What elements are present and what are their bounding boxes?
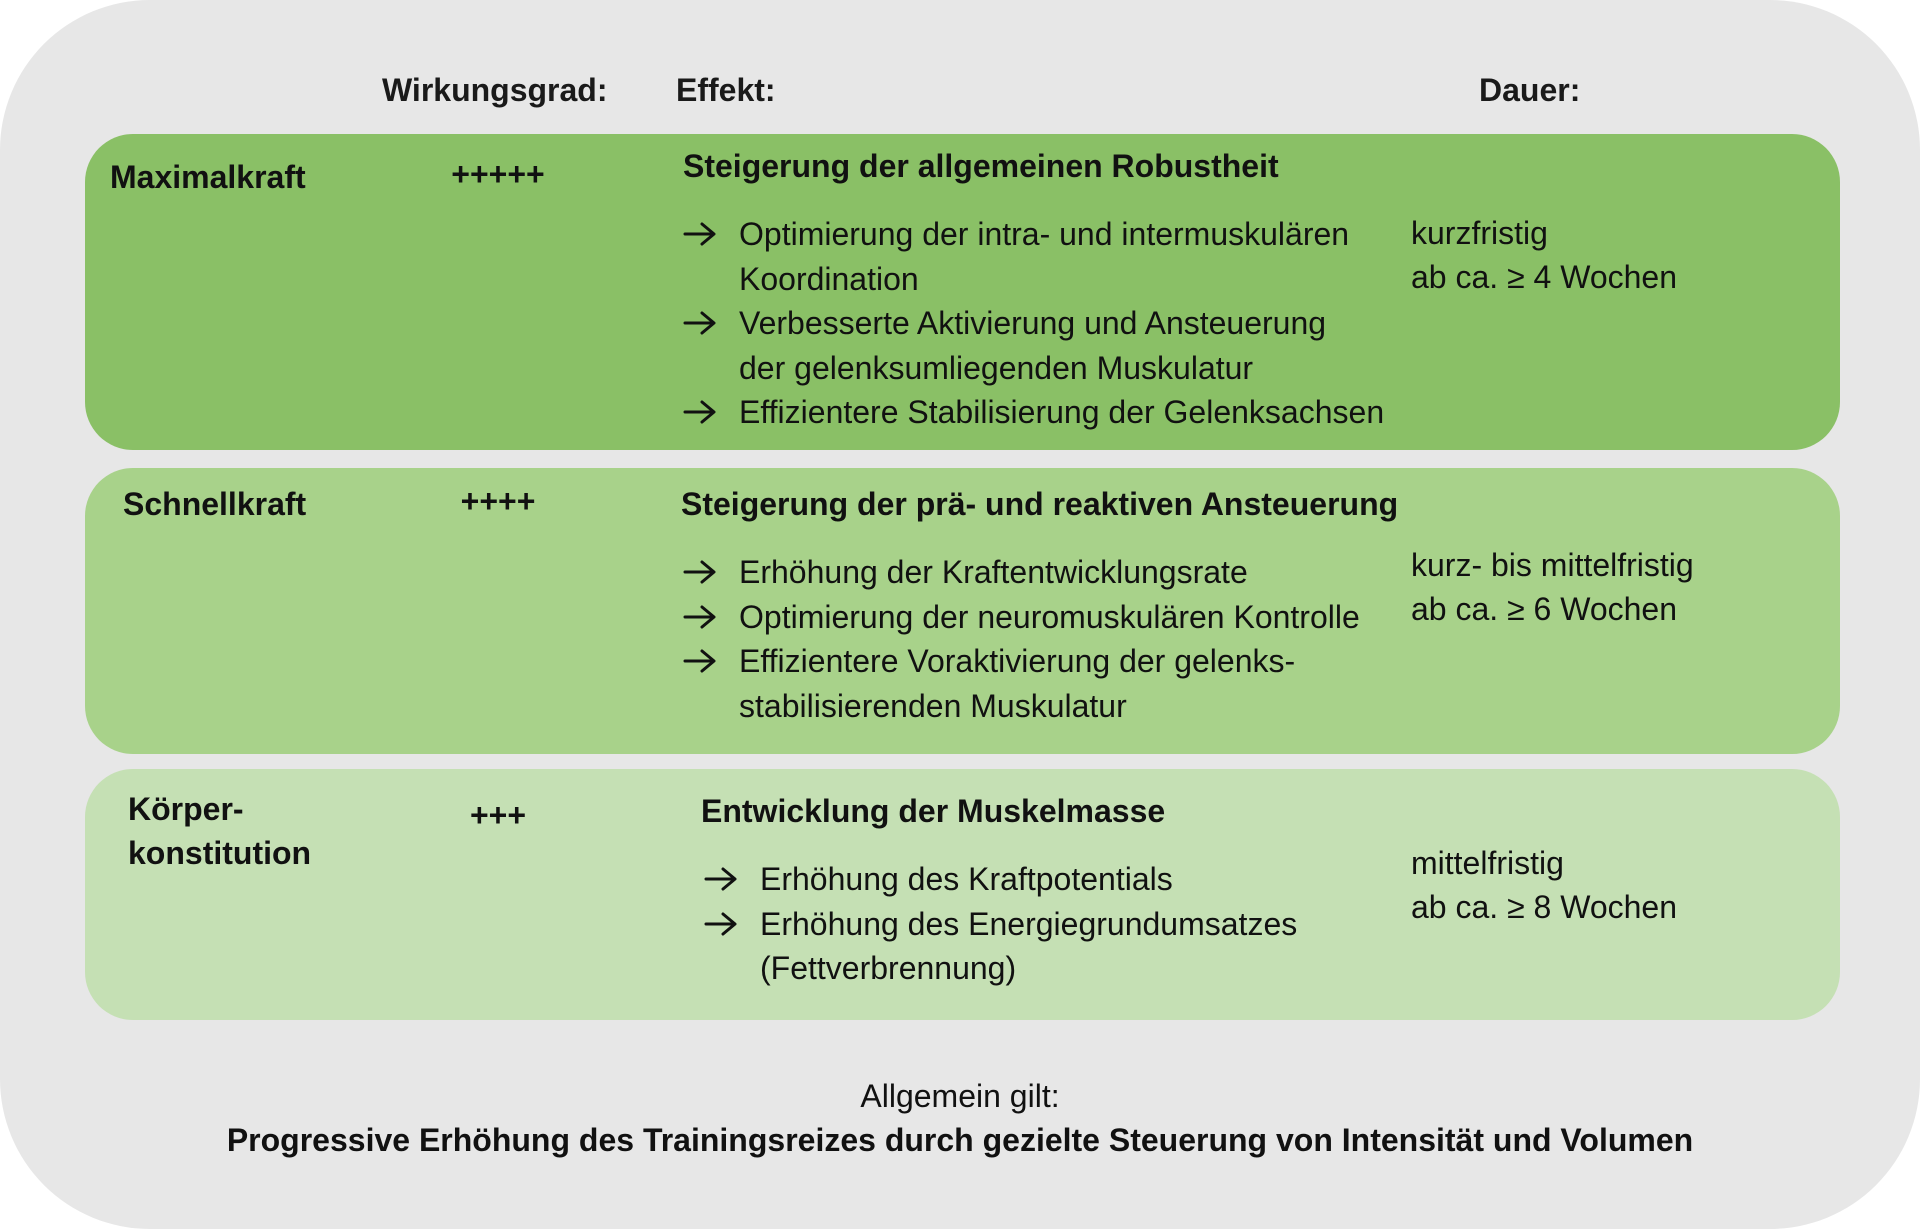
effect-list-maximalkraft (683, 212, 1384, 435)
category-line: Körper- (128, 791, 244, 827)
arrow-right-icon (704, 912, 738, 936)
header-wirkungsgrad: Wirkungsgrad: (382, 72, 608, 108)
effect-item (683, 595, 1360, 640)
duration-line: kurz- bis mittelfristig (1411, 547, 1694, 583)
effect-item (683, 390, 1384, 435)
grade-maximalkraft: +++++ (451, 156, 545, 192)
effect-item-line: Optimierung der neuromuskulären Kontrolle (739, 598, 1360, 635)
arrow-right-icon (683, 649, 717, 673)
footer-main: Progressive Erhöhung des Trainingsreizes durch gezielte Steuerung von Intensität und Volumen (226, 1122, 1694, 1158)
duration-line: ab ca. ≥ 6 Wochen (1411, 591, 1678, 627)
effect-item-line: stabilisierenden Muskulatur (739, 687, 1127, 724)
effect-list-schnellkraft (683, 550, 1360, 728)
effect-item (704, 857, 1297, 902)
duration-maximalkraft (1411, 211, 1677, 299)
duration-line: ab ca. ≥ 4 Wochen (1411, 259, 1678, 295)
effect-list-koerperkonstitution (704, 857, 1297, 991)
effect-item-line: der gelenksumliegenden Muskulatur (739, 349, 1254, 386)
category-line: konstitution (128, 835, 312, 871)
arrow-right-icon (683, 400, 717, 424)
duration-line: ab ca. ≥ 8 Wochen (1411, 889, 1678, 925)
arrow-right-icon (704, 867, 738, 891)
effect-item-line: Verbesserte Aktivierung und Ansteuerung (739, 305, 1327, 341)
category-maximalkraft (110, 155, 306, 199)
effect-title-koerperkonstitution: Entwicklung der Muskelmasse (701, 793, 1166, 829)
effect-item-line: Erhöhung der Kraftentwicklungsrate (739, 554, 1248, 590)
effect-item (683, 550, 1360, 595)
effect-item (683, 301, 1384, 390)
category-schnellkraft (123, 482, 306, 526)
duration-schnellkraft (1411, 543, 1694, 631)
arrow-right-icon (683, 560, 717, 584)
arrow-right-icon (683, 222, 717, 246)
effect-item-line: Optimierung der intra- und intermuskulären (739, 216, 1350, 252)
header-dauer: Dauer: (1479, 72, 1581, 108)
effect-item-line: Effizientere Stabilisierung der Gelenksachsen (739, 394, 1385, 430)
arrow-right-icon (683, 605, 717, 629)
effect-item-line: Erhöhung des Energiegrundumsatzes (760, 905, 1298, 942)
effect-title-schnellkraft: Steigerung der prä- und reaktiven Ansteuerung (681, 486, 1399, 522)
duration-koerperkonstitution (1411, 841, 1677, 929)
category-koerperkonstitution (128, 787, 311, 875)
grade-schnellkraft: ++++ (460, 483, 536, 519)
effect-item (683, 212, 1384, 301)
category-line: Schnellkraft (123, 486, 307, 522)
category-line: Maximalkraft (110, 159, 306, 195)
effect-item-line: Effizientere Voraktivierung der gelenks- (739, 643, 1296, 679)
effect-item (683, 639, 1360, 728)
effect-item (704, 902, 1297, 991)
effect-title-maximalkraft: Steigerung der allgemeinen Robustheit (683, 148, 1279, 184)
effect-item-line: (Fettverbrennung) (760, 950, 1017, 986)
effect-item-line: Koordination (739, 260, 919, 297)
duration-line: kurzfristig (1411, 215, 1548, 251)
grade-koerperkonstitution: +++ (469, 797, 527, 833)
arrow-right-icon (683, 311, 717, 335)
effect-item-line: Erhöhung des Kraftpotentials (760, 861, 1173, 897)
header-effekt: Effekt: (676, 72, 776, 108)
footer-intro: Allgemein gilt: (860, 1078, 1060, 1114)
duration-line: mittelfristig (1411, 845, 1564, 881)
